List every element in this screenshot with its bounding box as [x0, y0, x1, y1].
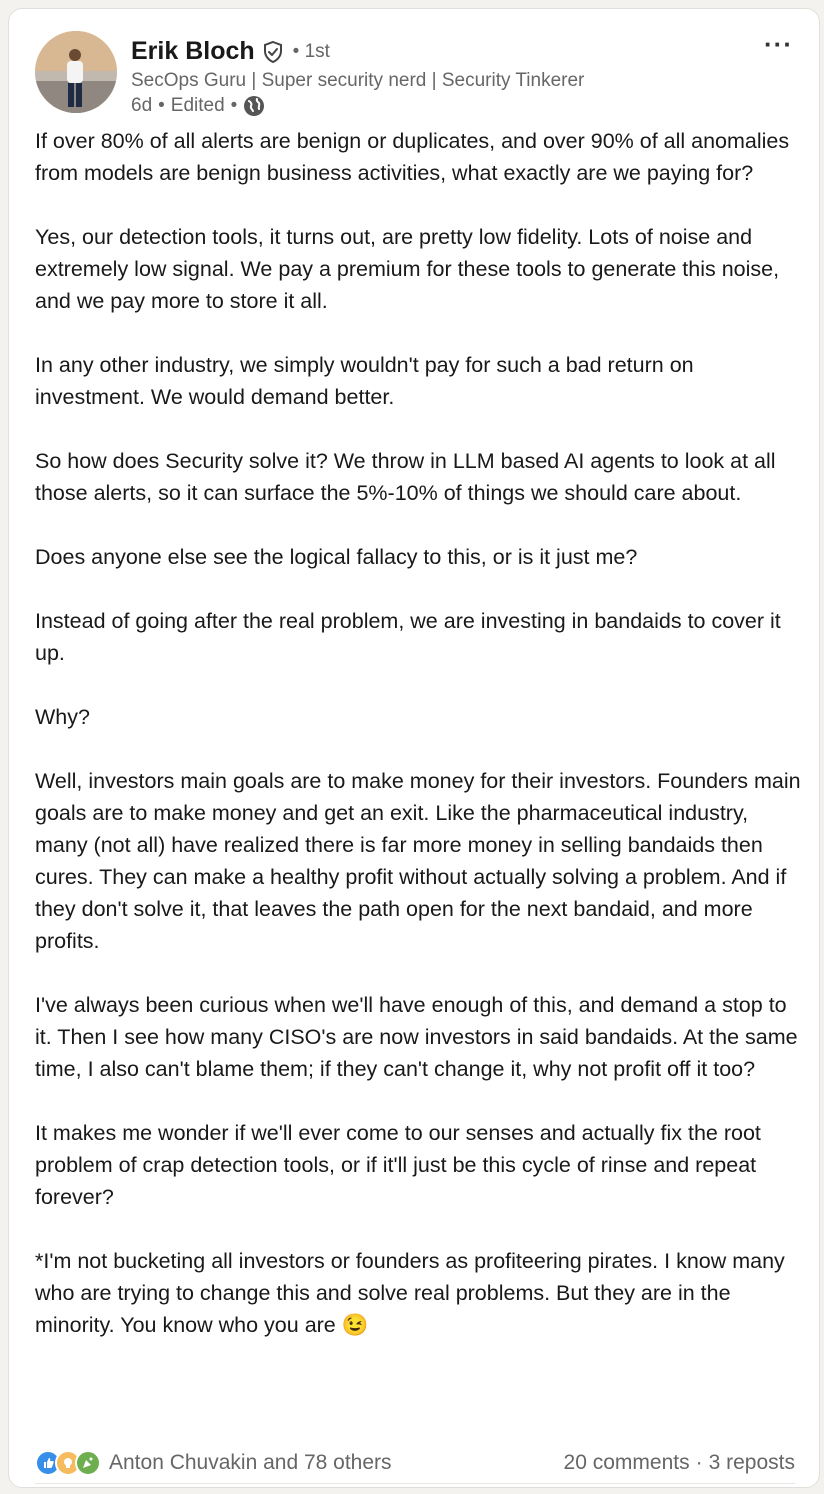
post-paragraph: If over 80% of all alerts are benign or duplicates, and over 90% of all anomalies from models are benign business activities, what exactly are we paying for? [35, 129, 790, 185]
reactions-text[interactable]: Anton Chuvakin and 78 others [109, 1451, 392, 1474]
post-paragraph: *I'm not bucketing all investors or founders as profiteering pirates. I know many who are trying to change this and solve real problems. But they are in the minority. You know who you are 😉 [35, 1249, 785, 1337]
social-counts [35, 1445, 795, 1481]
post-paragraph: Instead of going after the real problem, we are investing in bandaids to cover it up. [35, 609, 781, 665]
globe-icon [243, 95, 265, 117]
connection-degree: • 1st [292, 40, 330, 62]
author-name[interactable]: Erik Bloch [131, 37, 255, 65]
celebrate-icon [75, 1450, 101, 1476]
more-options-button[interactable]: ··· [764, 29, 793, 59]
stats-separator: · [695, 1451, 703, 1474]
meta-separator: • [158, 95, 165, 116]
feed-post-card [8, 8, 820, 1488]
post-paragraph: It makes me wonder if we'll ever come to our senses and actually fix the root problem of crap detection tools, or if it'll just be this cycle of rinse and repeat forever? [35, 1121, 761, 1209]
reaction-icons [35, 1450, 95, 1476]
verified-shield-icon [261, 40, 285, 64]
post-paragraph: Well, investors main goals are to make money for their investors. Founders main goals are to make money and get an exit. Like the pharmaceutical industry, many (not all) have realized there is far more money in selling bandaids then cures. They can make a healthy profit without actually solving a problem. And if they don't solve it, that leaves the path open for the next bandaid, and more profits. [35, 769, 801, 953]
edited-label: Edited [170, 95, 225, 116]
post-paragraph: Yes, our detection tools, it turns out, are pretty low fidelity. Lots of noise and extremely low signal. We pay a premium for these tools to generate this noise, and we pay more to store it all. [35, 225, 780, 313]
author-headline: SecOps Guru | Super security nerd | Security Tinkerer [131, 70, 585, 91]
post-paragraph: Does anyone else see the logical fallacy to this, or is it just me? [35, 545, 638, 569]
post-paragraph: In any other industry, we simply wouldn't pay for such a bad return on investment. We would demand better. [35, 353, 694, 409]
author-avatar[interactable] [35, 31, 117, 113]
author-name-row [131, 37, 330, 66]
post-header [9, 9, 819, 121]
post-time: 6d [131, 95, 153, 116]
divider [35, 1483, 795, 1484]
post-paragraph: Why? [35, 705, 90, 729]
post-paragraph: So how does Security solve it? We throw in LLM based AI agents to look at all those alerts, so it can surface the 5%-10% of things we should care about. [35, 449, 776, 505]
post-meta [131, 95, 265, 117]
reactions-summary[interactable] [35, 1450, 392, 1476]
engagement-stats [564, 1451, 795, 1475]
post-paragraph: I've always been curious when we'll have enough of this, and demand a stop to it. Then I see how many CISO's are now investors in said bandaids. At the same time, I also can't blame them; if they can't change it, why not profit off it too? [35, 993, 798, 1081]
meta-separator-2: • [230, 95, 238, 116]
avatar-photo [35, 31, 117, 113]
comments-count[interactable]: 20 comments [563, 1451, 690, 1474]
post-body [35, 125, 801, 1373]
reposts-count[interactable]: 3 reposts [708, 1451, 795, 1474]
